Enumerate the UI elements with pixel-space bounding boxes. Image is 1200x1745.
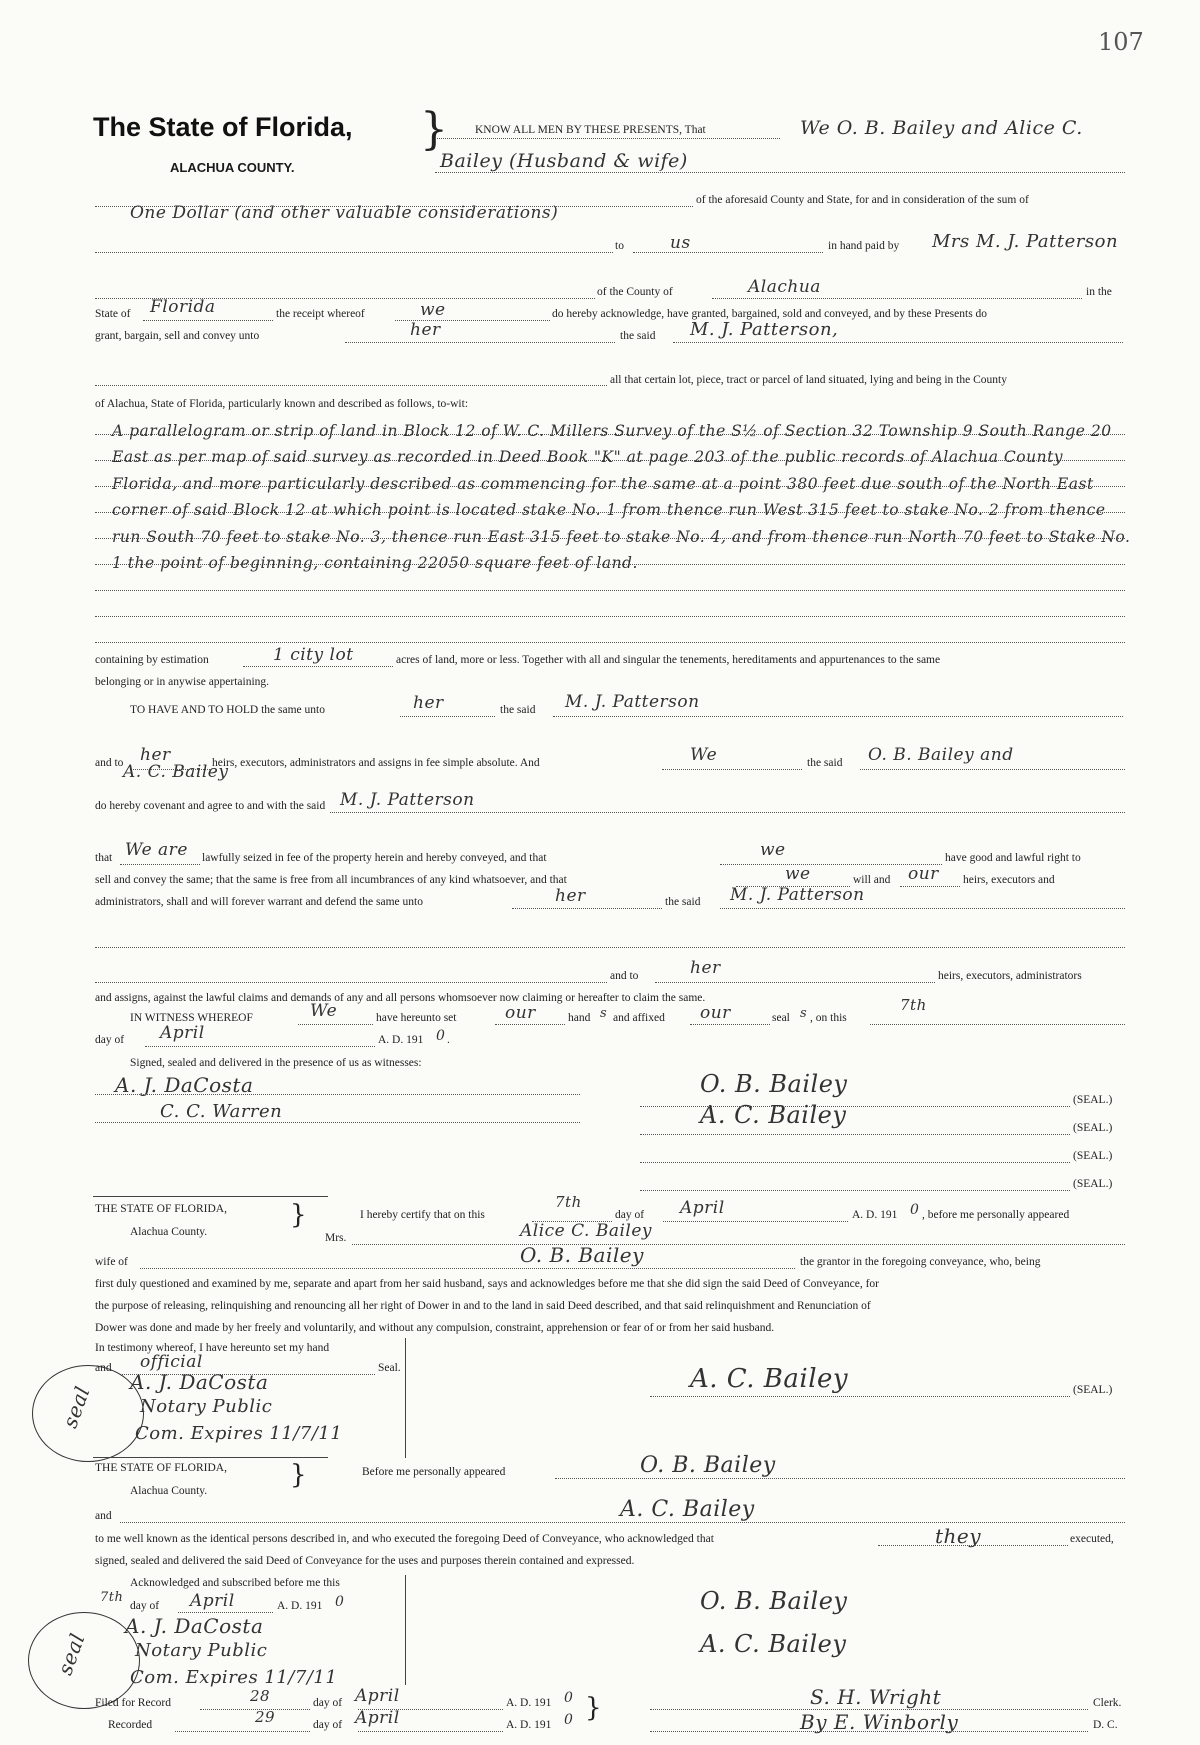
ack-notary-handwritten: A. J. DaCosta: [125, 1614, 264, 1638]
dower-and: and: [95, 1362, 112, 1374]
ack-signature-1: O. B. Bailey: [700, 1587, 848, 1615]
said-name-handwritten-2: A. C. Bailey: [123, 762, 229, 782]
dower-notary-public-handwritten: Notary Public: [140, 1396, 273, 1417]
legal-description: A parallelogram or strip of land in Block 12 of W. C. Millers Survey of the S½ of Section 32 Township 9 South Range 20 East as per map of said survey as recorded in Deed Book "K" at page 203 of the public records of Alachua County Florida, and more particularly described as commencing for the same at a point 380 feet due south of the North East corner of said Block 12 at which point is located stake No. 1 from thence run West 315 feet to stake No. 2 from thence run South 70 feet to stake No. 3, thence run East 315 feet to stake No. 4, and from thence run North 70 feet to Stake No. 1 the point of beginning, containing 22050 square feet of land.: [112, 422, 1131, 573]
seized-text: lawfully seized in fee of the property herein and hereby conveyed, and that: [202, 852, 547, 864]
dower-year-handwritten: 0: [910, 1202, 920, 1218]
clerk-signature: S. H. Wright: [810, 1685, 942, 1709]
document-title: The State of Florida,: [93, 112, 353, 142]
heirs-handwritten: her: [140, 745, 171, 765]
dower-testimony: In testimony whereof, I have hereunto set my hand: [95, 1342, 330, 1354]
grantors-handwritten-2: Bailey (Husband & wife): [440, 150, 688, 172]
admin-name-handwritten: M. J. Patterson: [730, 885, 865, 905]
witness-ad: A. D. 191: [378, 1034, 424, 1046]
receipt-label: the receipt whereof: [276, 308, 365, 320]
ack-state: THE STATE OF FLORIDA,: [95, 1462, 227, 1474]
covenant-handwritten: M. J. Patterson: [340, 790, 475, 810]
the-said-4: the said: [665, 896, 701, 908]
receipt-handwritten: we: [420, 300, 446, 320]
witness2-handwritten: C. C. Warren: [160, 1101, 283, 1122]
ack-name2-handwritten: A. C. Bailey: [620, 1497, 755, 1522]
ack-seal-handwritten: seal: [52, 1629, 90, 1679]
ack-day-handwritten: 7th: [100, 1590, 124, 1605]
witness-label: IN WITNESS WHEREOF: [130, 1012, 253, 1024]
dower-seal-text: Seal.: [378, 1362, 401, 1374]
signed-text: Signed, sealed and delivered in the presence of us as witnesses:: [130, 1057, 422, 1069]
grantor2-signature: A. C. Bailey: [700, 1101, 847, 1129]
dower-wife-handwritten: O. B. Bailey: [520, 1243, 644, 1267]
dower-ad: A. D. 191: [852, 1209, 898, 1221]
consideration-label: of the aforesaid County and State, for and in consideration of the sum of: [696, 194, 1029, 206]
header-brace: }: [420, 104, 448, 155]
state-label: State of: [95, 308, 131, 320]
will-handwritten: our: [908, 864, 939, 884]
dower-body-3: Dower was done and made by her freely and voluntarily, and without any compulsion, constraint, apprehension or fear of or from her said husband.: [95, 1322, 775, 1334]
heirs-exec-text: heirs, executors and: [963, 874, 1055, 886]
dower-grantor-text: the grantor in the foregoing conveyance, who, being: [800, 1256, 1041, 1268]
witness-year-dot: .: [447, 1034, 450, 1046]
dower-certify: I hereby certify that on this: [360, 1209, 485, 1221]
filed-day-handwritten: 28: [250, 1687, 271, 1705]
seal-s-handwritten: s: [800, 1006, 808, 1021]
witness1-handwritten: A. J. DaCosta: [115, 1073, 254, 1097]
county-handwritten: Alachua: [748, 277, 821, 297]
seal-label-1: (SEAL.): [1073, 1094, 1113, 1106]
rec-day-of: day of: [313, 1719, 343, 1731]
consideration-handwritten: One Dollar (and other valuable considerations): [130, 203, 559, 223]
ack-they-handwritten: they: [935, 1524, 982, 1548]
seals-handwritten: our: [700, 1003, 731, 1023]
ack-notary-expires-handwritten: Com. Expires 11/7/11: [130, 1667, 338, 1688]
grantee-handwritten: M. J. Patterson,: [690, 319, 839, 340]
admin-text: administrators, shall and will forever warrant and defend the same unto: [95, 896, 423, 908]
sell-handwritten: we: [785, 864, 811, 884]
acknowledge-text: do hereby acknowledge, have granted, bargained, sold and conveyed, and by these Presents do: [552, 308, 988, 320]
paid-by-label: in hand paid by: [828, 240, 900, 252]
dower-before: , before me personally appeared: [922, 1209, 1070, 1221]
set-text: have hereunto set: [376, 1012, 457, 1024]
grant-label: grant, bargain, sell and convey unto: [95, 330, 260, 342]
covenant-label: do hereby covenant and agree to and with the said: [95, 800, 326, 812]
the-said-3: the said: [807, 757, 843, 769]
and-to-2: and to: [610, 970, 639, 982]
dower-county: Alachua County.: [130, 1226, 208, 1238]
witness-who-handwritten: We: [310, 1001, 338, 1021]
assigns-text: and assigns, against the lawful claims and demands of any and all persons whomsoever now claiming or hereafter to claim the same.: [95, 992, 706, 1004]
seal-text: seal: [772, 1012, 790, 1024]
ack-executed: executed,: [1070, 1533, 1114, 1545]
dower-notary-handwritten: A. J. DaCosta: [130, 1370, 269, 1394]
and-to-label: and to: [95, 757, 124, 769]
paid-by-handwritten: Mrs M. J. Patterson: [932, 231, 1119, 252]
witness-year-handwritten: 0: [436, 1028, 446, 1044]
filed-month-handwritten: April: [355, 1686, 400, 1706]
dower-mrs: Mrs.: [325, 1232, 347, 1244]
heirs-text: heirs, executors, administrators and assigns in fee simple absolute. And: [212, 757, 540, 769]
ack-seal-stamp: [28, 1612, 140, 1709]
to-label: to: [615, 240, 624, 252]
and-to-2-handwritten: her: [690, 958, 721, 978]
have-hold-handwritten: her: [413, 693, 444, 713]
rec-day-handwritten: 29: [255, 1708, 276, 1726]
witness-day-handwritten: 7th: [900, 996, 927, 1014]
will-and-text: will and: [853, 874, 891, 886]
belonging-text: belonging or in anywise appertaining.: [95, 676, 270, 688]
the-said-label: the said: [620, 330, 656, 342]
hand-s-handwritten: s: [600, 1006, 608, 1021]
ack-brace: }: [290, 1460, 307, 1490]
dower-notary-expires-handwritten: Com. Expires 11/7/11: [135, 1423, 343, 1444]
ack-name1-handwritten: O. B. Bailey: [640, 1453, 776, 1478]
dower-seal-stamp: [32, 1365, 144, 1462]
ack-body-1: to me well known as the identical persons described in, and who executed the foregoing Deed of Conveyance, who acknowledged that: [95, 1533, 714, 1545]
witness-month-handwritten: April: [160, 1023, 205, 1043]
dower-state: THE STATE OF FLORIDA,: [95, 1203, 227, 1215]
heirs-exec-2: heirs, executors, administrators: [938, 970, 1082, 982]
dower-signature: A. C. Bailey: [690, 1364, 849, 1394]
dower-official-handwritten: official: [140, 1352, 203, 1372]
to-handwritten: us: [670, 233, 691, 253]
filed-label: Filed for Record: [95, 1697, 172, 1709]
dower-body-2: the purpose of releasing, relinquishing and renouncing all her right of Dower in and to the land in said Deed described, and that said relinquishment and Renunciation of: [95, 1300, 871, 1312]
seal-label-2: (SEAL.): [1073, 1122, 1113, 1134]
on-this-text: , on this: [810, 1012, 847, 1024]
seal-label-3: (SEAL.): [1073, 1150, 1113, 1162]
affixed-text: and affixed: [613, 1012, 665, 1024]
ack-body-2: signed, sealed and delivered the said Deed of Conveyance for the uses and purposes therein contained and expressed.: [95, 1555, 635, 1567]
dower-body-1: first duly questioned and examined by me, separate and apart from her said husband, says and acknowledges before me that she did sign the said Deed of Conveyance, for: [95, 1278, 879, 1290]
ack-ad: A. D. 191: [277, 1600, 323, 1612]
ack-before: Before me personally appeared: [362, 1466, 506, 1478]
day-of-label: day of: [95, 1034, 125, 1046]
dower-mrs-handwritten: Alice C. Bailey: [520, 1221, 653, 1241]
ack-notary-public-handwritten: Notary Public: [135, 1640, 268, 1661]
dower-brace: }: [290, 1200, 307, 1230]
filed-day-of: day of: [313, 1697, 343, 1709]
rec-month-handwritten: April: [355, 1708, 400, 1728]
grantor1-signature: O. B. Bailey: [700, 1070, 848, 1098]
dower-seal-label: (SEAL.): [1073, 1384, 1113, 1396]
land-text: all that certain lot, piece, tract or parcel of land situated, lying and being in the County: [610, 374, 1007, 386]
seized-handwritten: we: [760, 840, 786, 860]
ack-month-handwritten: April: [190, 1591, 235, 1611]
sell-text: sell and convey the same; that the same is free from all incumbrances of any kind whatsoever, and that: [95, 874, 567, 886]
ack-signature-2: A. C. Bailey: [700, 1630, 847, 1658]
seal-label-4: (SEAL.): [1073, 1178, 1113, 1190]
page-number: 107: [1098, 28, 1144, 56]
record-brace: }: [585, 1693, 602, 1723]
grant-handwritten: her: [410, 320, 441, 340]
know-all-text: KNOW ALL MEN BY THESE PRESENTS, That: [475, 124, 706, 136]
ack-county: Alachua County.: [130, 1485, 208, 1497]
filed-ad: A. D. 191: [506, 1697, 552, 1709]
grantors-handwritten: We O. B. Bailey and Alice C.: [800, 117, 1083, 139]
admin-handwritten: her: [555, 886, 586, 906]
rec-ad: A. D. 191: [506, 1719, 552, 1731]
county-heading: ALACHUA COUNTY.: [170, 160, 295, 175]
state-handwritten: Florida: [150, 297, 216, 317]
in-the-text: in the: [1086, 286, 1112, 298]
filed-year-handwritten: 0: [564, 1690, 574, 1706]
ack-year-handwritten: 0: [335, 1594, 345, 1610]
right-text: have good and lawful right to: [945, 852, 1081, 864]
have-hold-name-handwritten: M. J. Patterson: [565, 692, 700, 712]
hand-text: hand: [568, 1012, 591, 1024]
rec-year-handwritten: 0: [564, 1712, 574, 1728]
county-label: of the County of: [597, 286, 673, 298]
dc-label: D. C.: [1093, 1719, 1118, 1731]
ack-and: and: [95, 1510, 112, 1522]
dc-signature: By E. Winborly: [800, 1710, 959, 1734]
clerk-label: Clerk.: [1093, 1697, 1122, 1709]
ack-sub-text: Acknowledged and subscribed before me this: [130, 1577, 340, 1589]
that-label: that: [95, 852, 113, 864]
have-hold-label: TO HAVE AND TO HOLD the same unto: [130, 704, 325, 716]
acres-text: acres of land, more or less. Together with all and singular the tenements, hereditaments and appurtenances to the same: [396, 654, 941, 666]
that-handwritten: We are: [125, 840, 188, 860]
dower-month-handwritten: April: [680, 1198, 725, 1218]
the-said-2: the said: [500, 704, 536, 716]
said-name-handwritten: O. B. Bailey and: [868, 745, 1014, 765]
recorded-label: Recorded: [108, 1719, 153, 1731]
containing-label: containing by estimation: [95, 654, 209, 666]
dower-day-handwritten: 7th: [555, 1193, 582, 1211]
ack-day-of: day of: [130, 1600, 160, 1612]
dower-seal-handwritten: seal: [57, 1382, 95, 1432]
and-we-handwritten: We: [690, 745, 718, 765]
dower-day-of: day of: [615, 1209, 645, 1221]
dower-wife-of: wife of: [95, 1256, 128, 1268]
particular-text: of Alachua, State of Florida, particularly known and described as follows, to-wit:: [95, 398, 469, 410]
hands-handwritten: our: [505, 1003, 536, 1023]
containing-handwritten: 1 city lot: [273, 645, 354, 665]
